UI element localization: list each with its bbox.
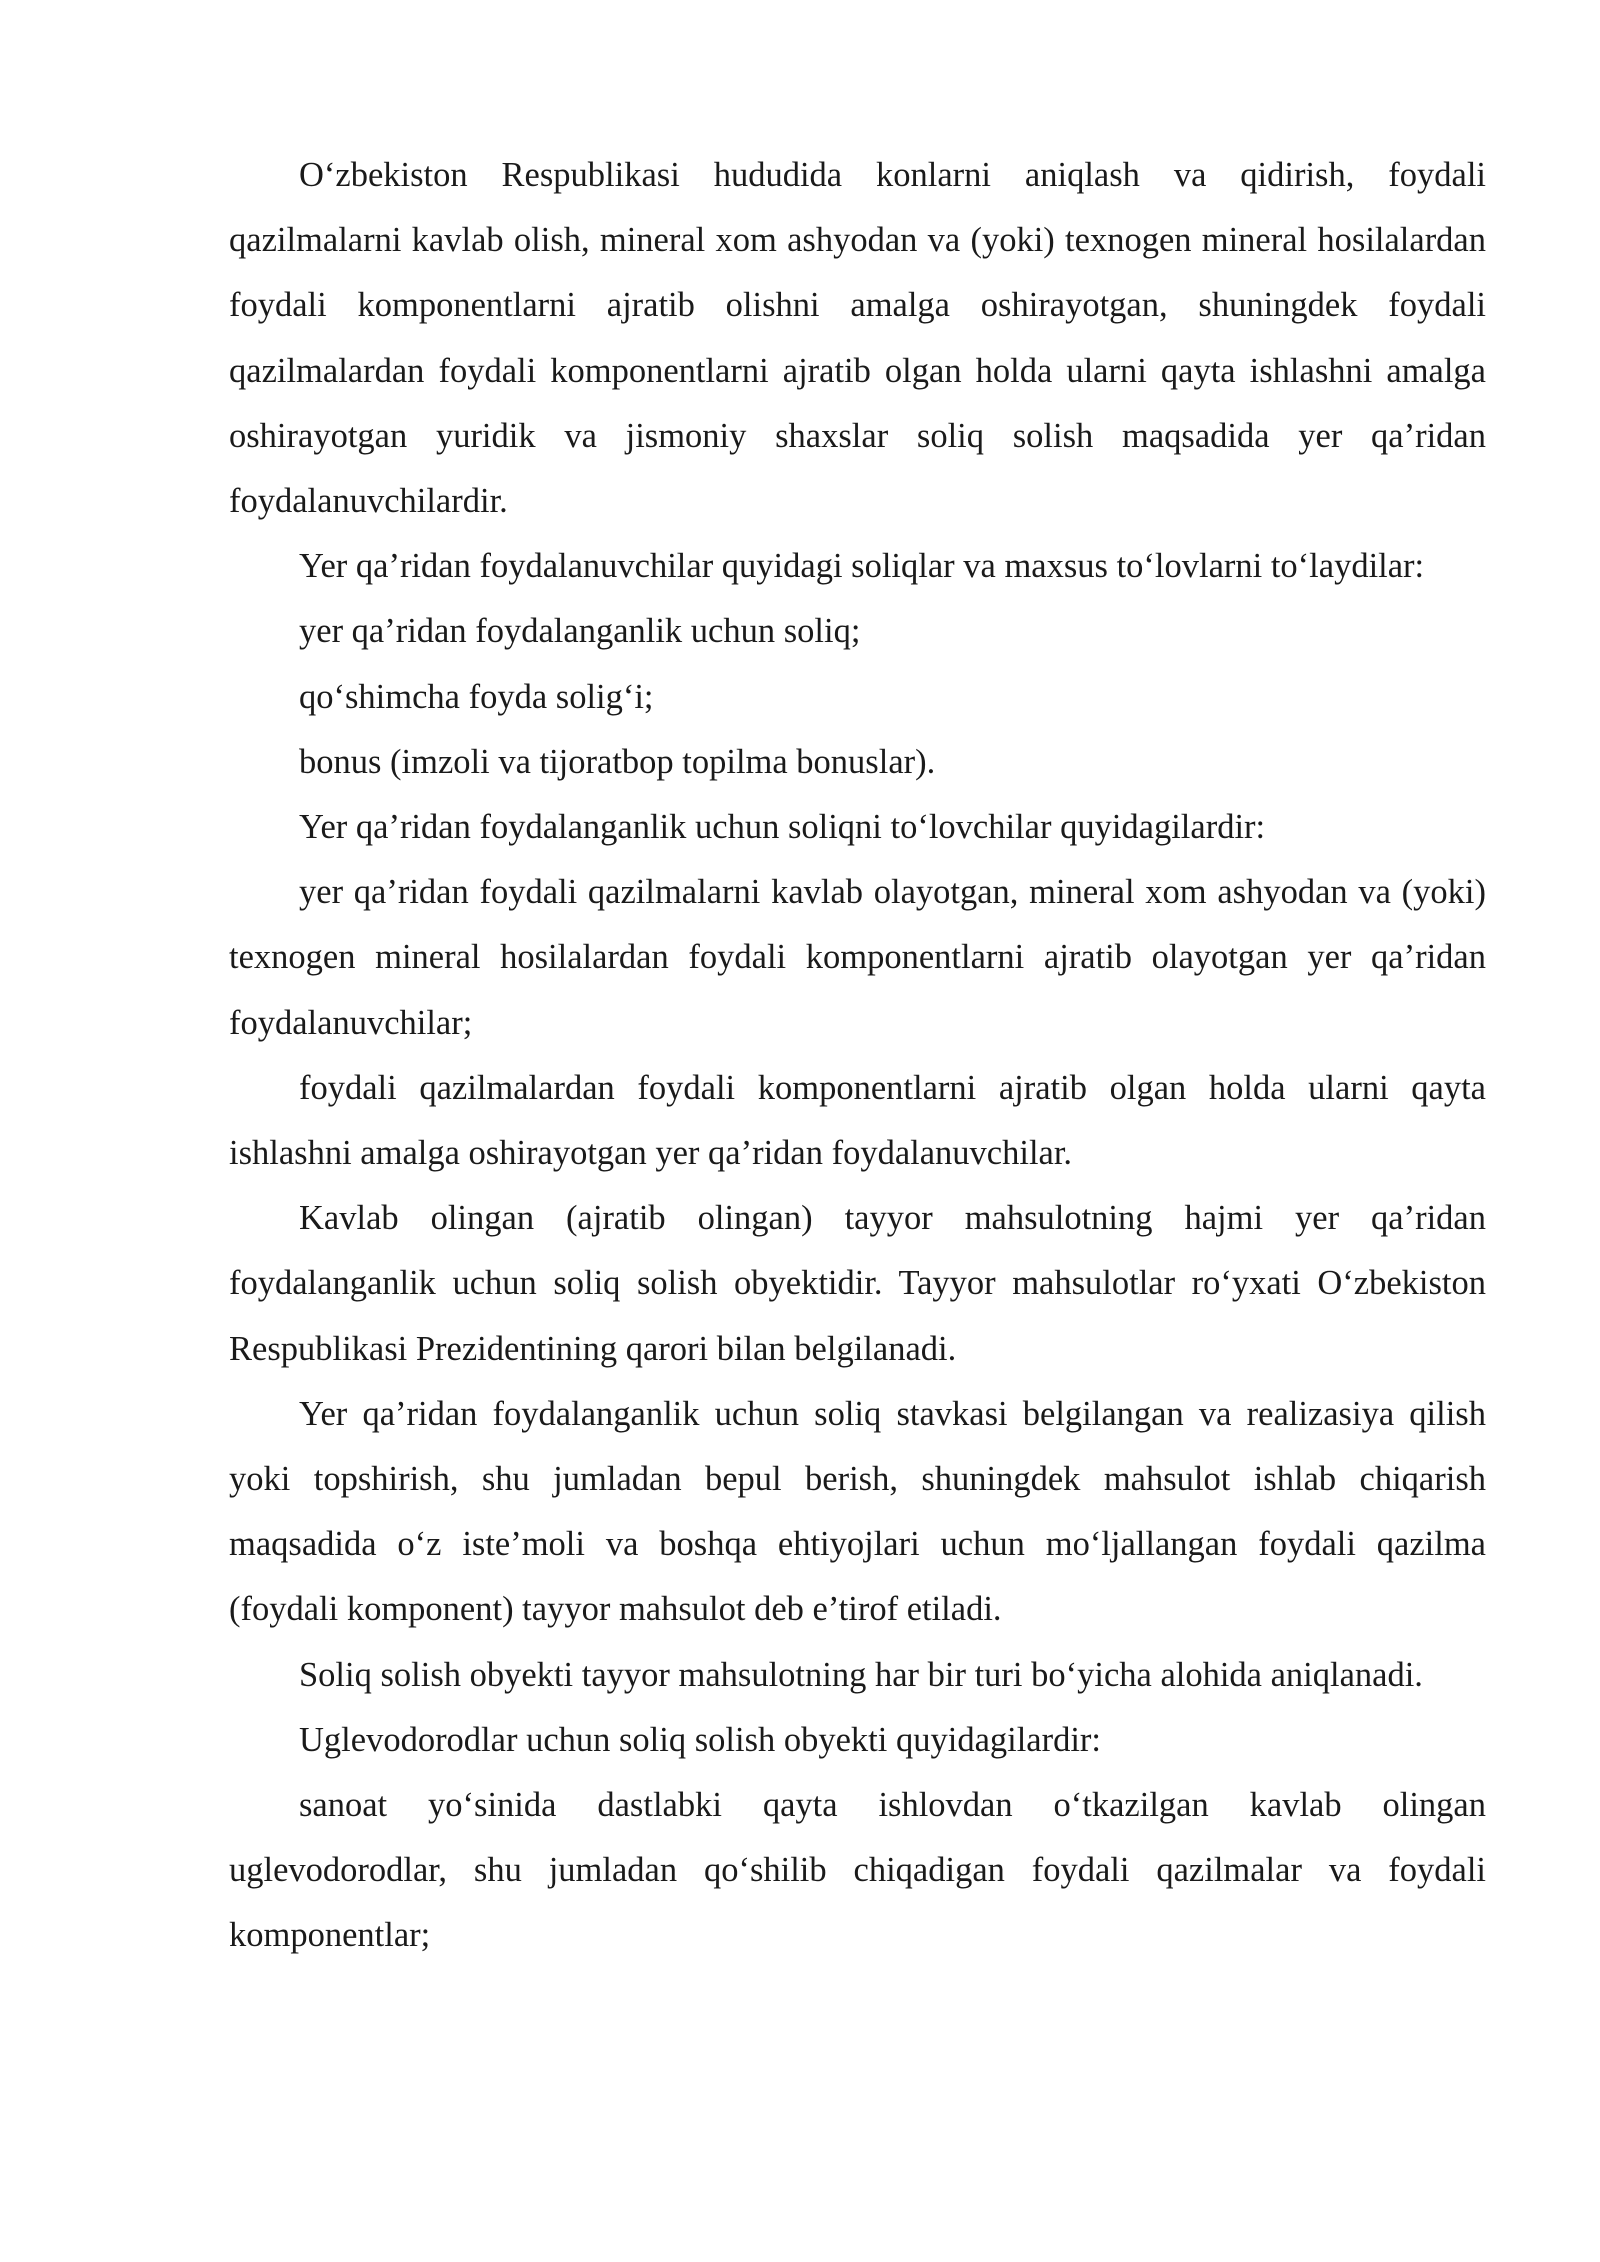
paragraph-10: Yer qa’ridan foydalanganlik uchun soliq stavkasi belgilangan va realizasiya qilish yoki topshirish, shu jumladan bepul berish, shuningdek mahsulot ishlab chiqarish maqsadida o‘z iste’moli va boshqa ehtiyojlari uchun mo‘ljallangan foydali qazilma (foydali komponent) tayyor mahsulot deb e’tirof etiladi. [229,1394,1486,1629]
paragraph-4: qo‘shimcha foyda solig‘i; [299,677,654,716]
paragraph-8: foydali qazilmalardan foydali komponentlarni ajratib olgan holda ularni qayta ishlashni amalga oshirayotgan yer qa’ridan foydalanuvchilar. [229,1068,1486,1173]
paragraph-2: Yer qa’ridan foydalanuvchilar quyidagi soliqlar va maxsus to‘lovlarni to‘laydilar: [299,547,1425,586]
paragraph-13: sanoat yo‘sinida dastlabki qayta ishlovdan o‘tkazilgan kavlab olingan uglevodorodlar, shu jumladan qo‘shilib chiqadigan foydali qazilmalar va foydali komponentlar; [229,1786,1486,1955]
paragraph-9: Kavlab olingan (ajratib olingan) tayyor mahsulotning hajmi yer qa’ridan foydalanganlik uchun soliq solish obyektidir. Tayyor mahsulotlar ro‘yxati O‘zbekiston Respublikasi Prezidentining qarori bilan belgilanadi. [229,1199,1486,1368]
paragraph-5: bonus (imzoli va tijoratbop topilma bonuslar). [299,742,936,781]
paragraph-12: Uglevodorodlar uchun soliq solish obyekti quyidagilardir: [299,1720,1102,1759]
paragraph-1: O‘zbekiston Respublikasi hududida konlarni aniqlash va qidirish, foydali qazilmalarni kavlab olish, mineral xom ashyodan va (yoki) texnogen mineral hosilalardan foydali komponentlarni ajratib olishni amalga oshirayotgan, shuningdek foydali qazilmalardan foydali komponentlarni ajratib olgan holda ularni qayta ishlashni amalga oshirayotgan yuridik va jismoniy shaxslar soliq solish maqsadida yer qa’ridan foydalanuvchilardir. [229,156,1486,521]
paragraph-11: Soliq solish obyekti tayyor mahsulotning har bir turi bo‘yicha alohida aniqlanadi. [299,1655,1423,1694]
document-body [229,143,1486,1969]
paragraph-3: yer qa’ridan foydalanganlik uchun soliq; [299,612,861,651]
paragraph-7: yer qa’ridan foydali qazilmalarni kavlab olayotgan, mineral xom ashyodan va (yoki) texnogen mineral hosilalardan foydali komponentlarni ajratib olayotgan yer qa’ridan foydalanuvchilar; [229,873,1486,1042]
paragraph-6: Yer qa’ridan foydalanganlik uchun soliqni to‘lovchilar quyidagilardir: [299,808,1266,847]
